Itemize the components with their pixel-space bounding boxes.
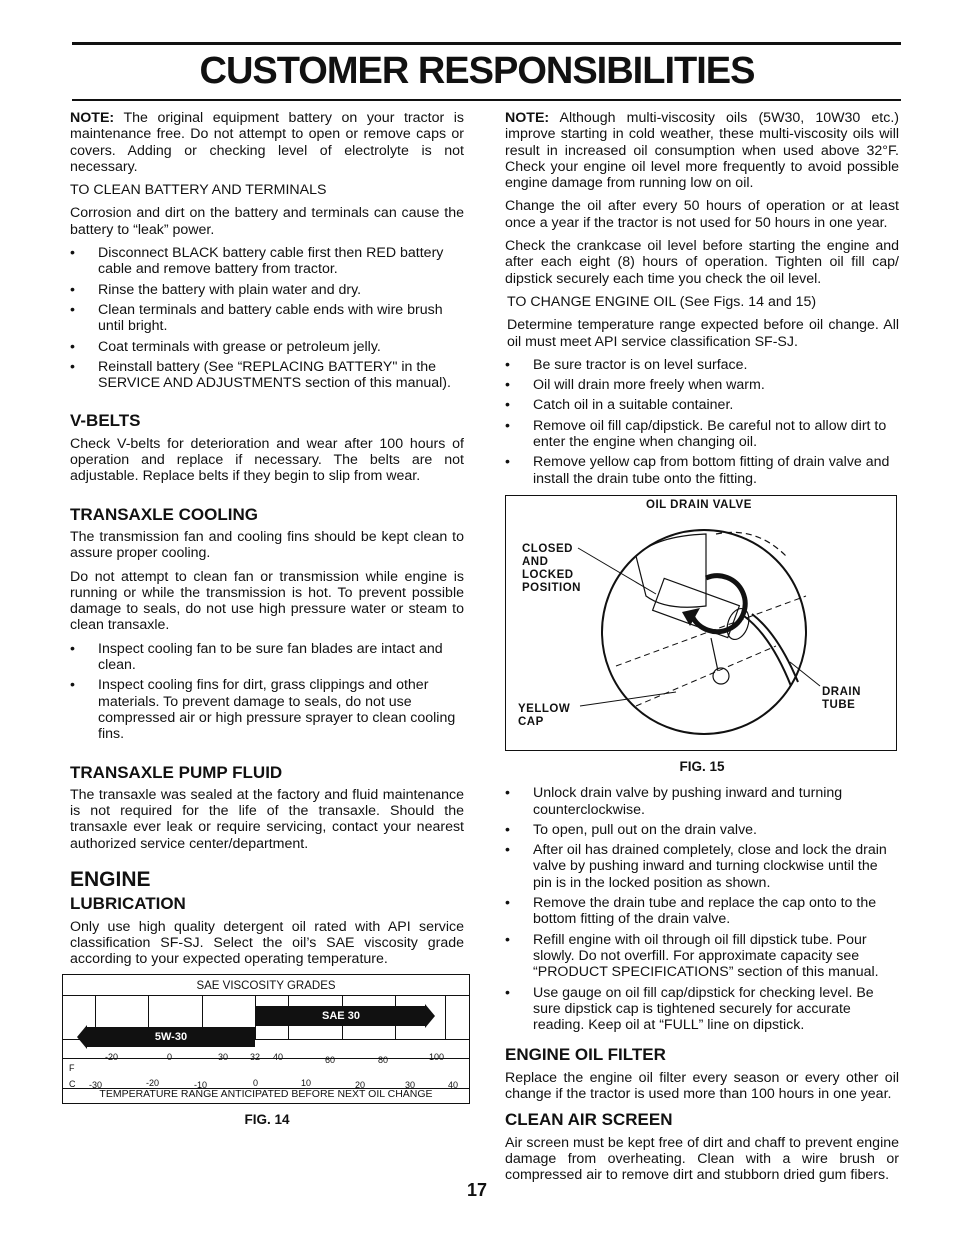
list-item: • Catch oil in a suitable container. bbox=[505, 397, 899, 413]
pump-text: The transaxle was sealed at the factory and fluid maintenance is not required for the life of the transaxle. Should the transaxle ever leak or require servicing, contact your nearest authorized service center/department. bbox=[70, 786, 464, 852]
oil-change-paragraph: Change the oil after every 50 hours of operation or at least once a year if the tractor is not used for 50 hours in one year. bbox=[505, 198, 899, 231]
list-item: • Clean terminals and battery cable ends with wire brush until bright. bbox=[70, 302, 464, 335]
f-scale-label: F bbox=[69, 1063, 75, 1074]
c-tick: -30 bbox=[89, 1080, 103, 1091]
yellow-cap-label: YELLOW CAP bbox=[518, 702, 571, 728]
page-number: 17 bbox=[466, 1180, 488, 1200]
top-rule bbox=[72, 42, 901, 45]
5w30-label: 5W-30 bbox=[154, 1031, 188, 1044]
sae30-arrow bbox=[256, 1006, 426, 1026]
page-title: CUSTOMER RESPONSIBILITIES bbox=[199, 50, 755, 92]
c-tick: 0 bbox=[253, 1078, 259, 1089]
viscosity-chart-header: SAE VISCOSITY GRADES bbox=[196, 980, 336, 993]
list-item: • Coat terminals with grease or petroleum jelly. bbox=[70, 339, 464, 355]
note-text: The original equipment battery on your tractor is maintenance free. Do not attempt to open or remove caps or covers. Adding or checking level of electrolyte is not necessary. bbox=[70, 110, 464, 175]
section-heading-pump-fluid: TRANSAXLE PUMP FLUID bbox=[70, 762, 283, 782]
cooling-paragraph: Do not attempt to clean fan or transmission while engine is running or while the transmission is hot. To prevent possible damage to seals, do not use high pressure water or steam to clean transaxle. bbox=[70, 568, 464, 634]
section-heading-lubrication: LUBRICATION bbox=[70, 894, 186, 914]
5w30-arrowhead bbox=[77, 1025, 87, 1049]
list-item: • Use gauge on oil fill cap/dipstick for checking level. Be sure dipstick cap is tightened securely for accurate reading. Keep oil at “FULL” line on dipstick. bbox=[505, 985, 899, 1034]
section-heading-vbelts: V-BELTS bbox=[70, 411, 141, 431]
list-item: • Inspect cooling fins for dirt, grass clippings and other materials. To prevent damage to seals, do not use compressed air or high pressure sprayer to clean cooling fins. bbox=[70, 677, 464, 742]
c-tick: 10 bbox=[301, 1078, 312, 1089]
right-column bbox=[505, 110, 899, 1190]
c-tick: -20 bbox=[146, 1078, 160, 1089]
list-item: • Refill engine with oil through oil fill dipstick tube. Pour slowly. Do not overfill. For approximate capacity see “PRODUCT SPECIFICATIONS” section of this manual. bbox=[505, 932, 899, 981]
c-tick: -10 bbox=[194, 1080, 208, 1091]
f-tick: 30 bbox=[218, 1052, 229, 1063]
vbelts-text: Check V-belts for deterioration and wear after 100 hours of operation and replace if necessary. The belts are not adjustable. Replace belts if they begin to slip from wear. bbox=[70, 435, 464, 485]
oil-drain-valve-label: OIL DRAIN VALVE bbox=[646, 498, 752, 511]
lubrication-text: Only use high quality detergent oil rated with API service classification SF-SJ. Select the oil’s SAE viscosity grade according to your expected operating temperature. bbox=[70, 918, 464, 968]
drain-valve-figure bbox=[505, 495, 897, 751]
viscosity-chart-footer: TEMPERATURE RANGE ANTICIPATED BEFORE NEXT OIL CHANGE bbox=[99, 1088, 433, 1101]
list-item: • Be sure tractor is on level surface. bbox=[505, 357, 899, 373]
oil-note bbox=[505, 110, 899, 191]
air-screen-text: Air screen must be kept free of dirt and chaff to prevent engine damage from overheating. Clean with a wire brush or compressed air to remove dirt and stubborn dried gum fibers. bbox=[505, 1134, 899, 1184]
list-item: • Oil will drain more freely when warm. bbox=[505, 377, 899, 393]
battery-heading: TO CLEAN BATTERY AND TERMINALS bbox=[70, 182, 327, 199]
drain-tube-label: DRAIN TUBE bbox=[822, 685, 861, 711]
drain-steps bbox=[505, 785, 899, 1033]
f-tick: 0 bbox=[167, 1052, 173, 1063]
f-tick: 100 bbox=[429, 1052, 445, 1063]
note-label: NOTE: bbox=[505, 110, 550, 126]
title-underline bbox=[72, 99, 901, 101]
battery-intro: Corrosion and dirt on the battery and terminals can cause the battery to “leak” power. bbox=[70, 205, 464, 238]
section-heading-air-screen: CLEAN AIR SCREEN bbox=[505, 1110, 673, 1130]
f-tick: 80 bbox=[378, 1055, 389, 1066]
c-scale-label: C bbox=[69, 1079, 76, 1090]
cooling-paragraph: The transmission fan and cooling fins should be kept clean to assure proper cooling. bbox=[70, 528, 464, 562]
oil-filter-text: Replace the engine oil filter every season or every other oil change if the tractor is used more than 100 hours in one year. bbox=[505, 1069, 899, 1102]
f-tick: 60 bbox=[325, 1055, 336, 1066]
section-heading-transaxle-cooling: TRANSAXLE COOLING bbox=[70, 504, 258, 524]
note-text: Although multi-viscosity oils (5W30, 10W30 etc.) improve starting in cold weather, these multi-viscosity oils will result in increased oil consumption when used above 32°F. Check your engine oil level more frequently to avoid possible engine damage from running low on oil. bbox=[505, 110, 899, 192]
oil-check-paragraph: Check the crankcase oil level before starting the engine and after each eight (8) hours of operation. Tighten oil fill cap/ dipstick securely each time you check the oil level. bbox=[505, 238, 899, 287]
f-tick: -20 bbox=[105, 1052, 119, 1063]
c-tick: 40 bbox=[448, 1080, 459, 1091]
section-heading-engine: ENGINE bbox=[70, 867, 151, 891]
battery-steps bbox=[70, 245, 464, 391]
list-item: • Remove yellow cap from bottom fitting of drain valve and install the drain tube onto the fitting. bbox=[505, 454, 899, 487]
list-item: • Rinse the battery with plain water and dry. bbox=[70, 282, 464, 298]
list-item: • Remove the drain tube and replace the cap onto to the bottom fitting of the drain valve. bbox=[505, 895, 899, 928]
list-item: • Unlock drain valve by pushing inward and turning counterclockwise. bbox=[505, 785, 899, 818]
note-label: NOTE: bbox=[70, 110, 115, 126]
change-oil-steps bbox=[505, 357, 899, 487]
list-item: • Remove oil fill cap/dipstick. Be careful not to allow dirt to enter the engine when changing oil. bbox=[505, 418, 899, 451]
viscosity-chart bbox=[62, 974, 470, 1104]
section-heading-oil-filter: ENGINE OIL FILTER bbox=[505, 1045, 666, 1065]
f-tick: 32 bbox=[250, 1052, 261, 1063]
fig15-caption: FIG. 15 bbox=[679, 758, 725, 774]
fig14-caption: FIG. 14 bbox=[244, 1112, 290, 1128]
sae30-label: SAE 30 bbox=[322, 1010, 360, 1023]
left-column bbox=[70, 110, 464, 1129]
cooling-steps bbox=[70, 641, 464, 743]
list-item: • To open, pull out on the drain valve. bbox=[505, 822, 899, 838]
list-item: • Disconnect BLACK battery cable first then RED battery cable and remove battery from tractor. bbox=[70, 245, 464, 278]
battery-note bbox=[70, 110, 464, 175]
change-oil-intro: Determine temperature range expected before oil change. All oil must meet API service classification SF-SJ. bbox=[507, 317, 899, 350]
5w30-arrow bbox=[87, 1027, 255, 1047]
c-tick: 30 bbox=[405, 1080, 416, 1091]
c-tick: 20 bbox=[355, 1080, 366, 1091]
change-oil-heading: TO CHANGE ENGINE OIL (See Figs. 14 and 15) bbox=[507, 293, 817, 310]
sae30-arrowhead bbox=[425, 1004, 435, 1028]
list-item: • After oil has drained completely, close and lock the drain valve by pushing inward and turning clockwise until the pin is in the locked position as shown. bbox=[505, 842, 899, 891]
list-item: • Inspect cooling fan to be sure fan blades are intact and clean. bbox=[70, 641, 464, 674]
f-tick: 40 bbox=[273, 1052, 284, 1063]
closed-locked-label: CLOSED AND LOCKED POSITION bbox=[522, 542, 581, 594]
list-item: • Reinstall battery (See “REPLACING BATTERY" in the SERVICE AND ADJUSTMENTS section of this manual). bbox=[70, 359, 464, 392]
